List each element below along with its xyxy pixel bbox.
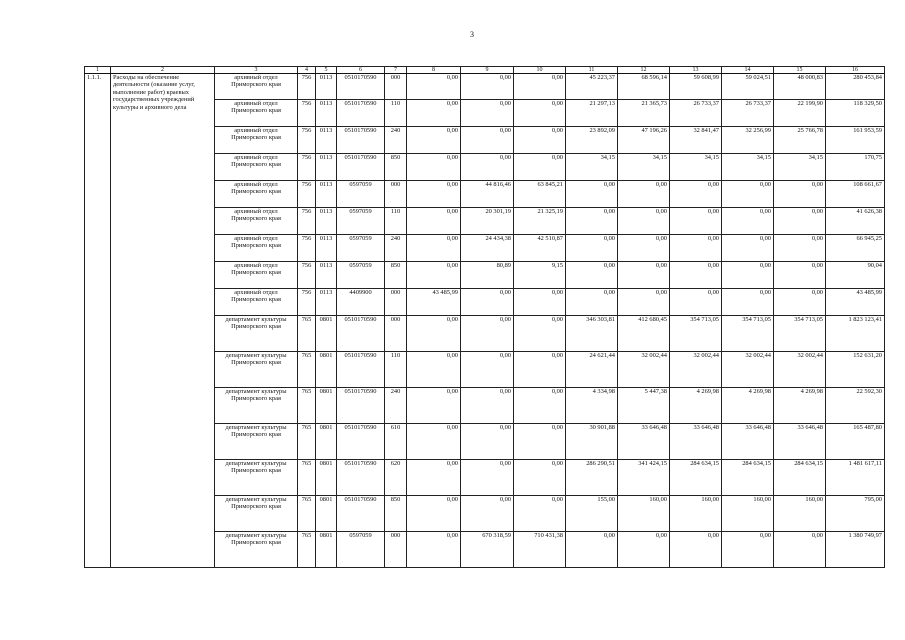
column-header: 4 xyxy=(298,67,316,74)
code-cell: 0510170590 xyxy=(337,388,385,424)
amount-cell: 4 334,98 xyxy=(566,388,618,424)
amount-cell: 354 713,05 xyxy=(722,316,774,352)
code-cell: 240 xyxy=(385,388,407,424)
column-header: 7 xyxy=(385,67,407,74)
column-header: 11 xyxy=(566,67,618,74)
amount-cell: 0,00 xyxy=(407,181,461,208)
amount-cell: 0,00 xyxy=(461,316,514,352)
organization-cell: департамент культуры Приморского края xyxy=(215,532,298,568)
amount-cell: 63 845,21 xyxy=(514,181,566,208)
amount-cell: 1 481 617,11 xyxy=(826,460,885,496)
code-cell: 0597059 xyxy=(337,235,385,262)
code-cell: 0597059 xyxy=(337,262,385,289)
amount-cell: 22 199,90 xyxy=(774,100,826,127)
code-cell: 0113 xyxy=(316,127,337,154)
section-description: Расходы на обеспечение деятельности (оказание услуг, выполнение работ) краевых государственных учреждений культуры и архивного дела xyxy=(111,74,215,568)
code-cell: 4409900 xyxy=(337,289,385,316)
code-cell: 0113 xyxy=(316,154,337,181)
amount-cell: 0,00 xyxy=(407,127,461,154)
amount-cell: 0,00 xyxy=(514,154,566,181)
amount-cell: 0,00 xyxy=(514,74,566,100)
code-cell: 0597059 xyxy=(337,208,385,235)
amount-cell: 0,00 xyxy=(407,100,461,127)
amount-cell: 0,00 xyxy=(407,388,461,424)
amount-cell: 32 002,44 xyxy=(618,352,670,388)
amount-cell: 0,00 xyxy=(566,289,618,316)
amount-cell: 170,75 xyxy=(826,154,885,181)
code-cell: 000 xyxy=(385,289,407,316)
amount-cell: 346 303,81 xyxy=(566,316,618,352)
code-cell: 756 xyxy=(298,74,316,100)
code-cell: 756 xyxy=(298,208,316,235)
code-cell: 0801 xyxy=(316,316,337,352)
amount-cell: 0,00 xyxy=(407,74,461,100)
code-cell: 0113 xyxy=(316,289,337,316)
code-cell: 756 xyxy=(298,127,316,154)
column-header: 3 xyxy=(215,67,298,74)
organization-cell: департамент культуры Приморского края xyxy=(215,316,298,352)
amount-cell: 0,00 xyxy=(722,235,774,262)
column-header: 13 xyxy=(670,67,722,74)
code-cell: 756 xyxy=(298,262,316,289)
amount-cell: 4 269,98 xyxy=(722,388,774,424)
amount-cell: 0,00 xyxy=(407,316,461,352)
amount-cell: 5 447,38 xyxy=(618,388,670,424)
amount-cell: 710 431,38 xyxy=(514,532,566,568)
column-header: 1 xyxy=(85,67,111,74)
amount-cell: 0,00 xyxy=(722,181,774,208)
table-row xyxy=(85,74,885,100)
code-cell: 0510170590 xyxy=(337,100,385,127)
amount-cell: 118 329,50 xyxy=(826,100,885,127)
amount-cell: 66 945,25 xyxy=(826,235,885,262)
code-cell: 000 xyxy=(385,316,407,352)
amount-cell: 0,00 xyxy=(407,208,461,235)
amount-cell: 0,00 xyxy=(566,208,618,235)
amount-cell: 34,15 xyxy=(774,154,826,181)
amount-cell: 4 269,98 xyxy=(670,388,722,424)
amount-cell: 90,04 xyxy=(826,262,885,289)
code-cell: 0801 xyxy=(316,388,337,424)
amount-cell: 42 510,87 xyxy=(514,235,566,262)
column-header: 8 xyxy=(407,67,461,74)
code-cell: 850 xyxy=(385,496,407,532)
code-cell: 765 xyxy=(298,424,316,460)
amount-cell: 0,00 xyxy=(461,289,514,316)
amount-cell: 34,15 xyxy=(722,154,774,181)
code-cell: 765 xyxy=(298,316,316,352)
amount-cell: 0,00 xyxy=(670,289,722,316)
amount-cell: 0,00 xyxy=(722,532,774,568)
organization-cell: департамент культуры Приморского края xyxy=(215,388,298,424)
amount-cell: 0,00 xyxy=(774,532,826,568)
code-cell: 0510170590 xyxy=(337,460,385,496)
table-body xyxy=(85,67,885,568)
amount-cell: 41 626,38 xyxy=(826,208,885,235)
code-cell: 0113 xyxy=(316,262,337,289)
amount-cell: 0,00 xyxy=(670,235,722,262)
code-cell: 0801 xyxy=(316,532,337,568)
code-cell: 765 xyxy=(298,496,316,532)
code-cell: 756 xyxy=(298,289,316,316)
column-header: 12 xyxy=(618,67,670,74)
amount-cell: 25 766,78 xyxy=(774,127,826,154)
organization-cell: архивный отдел Приморского края xyxy=(215,100,298,127)
amount-cell: 0,00 xyxy=(514,316,566,352)
amount-cell: 0,00 xyxy=(461,127,514,154)
code-cell: 850 xyxy=(385,154,407,181)
amount-cell: 0,00 xyxy=(514,460,566,496)
code-cell: 0113 xyxy=(316,100,337,127)
organization-cell: архивный отдел Приморского края xyxy=(215,154,298,181)
code-cell: 756 xyxy=(298,100,316,127)
amount-cell: 0,00 xyxy=(407,154,461,181)
amount-cell: 26 733,37 xyxy=(670,100,722,127)
amount-cell: 160,00 xyxy=(722,496,774,532)
amount-cell: 160,00 xyxy=(774,496,826,532)
organization-cell: архивный отдел Приморского края xyxy=(215,289,298,316)
amount-cell: 0,00 xyxy=(618,289,670,316)
amount-cell: 0,00 xyxy=(774,208,826,235)
amount-cell: 32 256,99 xyxy=(722,127,774,154)
amount-cell: 0,00 xyxy=(407,496,461,532)
amount-cell: 0,00 xyxy=(461,460,514,496)
amount-cell: 21 325,19 xyxy=(514,208,566,235)
page-number: 3 xyxy=(470,30,474,39)
amount-cell: 43 485,99 xyxy=(826,289,885,316)
code-cell: 110 xyxy=(385,352,407,388)
amount-cell: 0,00 xyxy=(514,388,566,424)
amount-cell: 284 634,15 xyxy=(774,460,826,496)
code-cell: 0801 xyxy=(316,496,337,532)
amount-cell: 161 953,59 xyxy=(826,127,885,154)
code-cell: 110 xyxy=(385,100,407,127)
amount-cell: 44 816,46 xyxy=(461,181,514,208)
amount-cell: 0,00 xyxy=(514,127,566,154)
amount-cell: 24 621,44 xyxy=(566,352,618,388)
code-cell: 0510170590 xyxy=(337,424,385,460)
amount-cell: 0,00 xyxy=(514,496,566,532)
code-cell: 0801 xyxy=(316,424,337,460)
column-header: 16 xyxy=(826,67,885,74)
amount-cell: 354 713,05 xyxy=(670,316,722,352)
code-cell: 756 xyxy=(298,154,316,181)
code-cell: 0510170590 xyxy=(337,316,385,352)
amount-cell: 0,00 xyxy=(407,352,461,388)
code-cell: 0113 xyxy=(316,181,337,208)
code-cell: 110 xyxy=(385,208,407,235)
amount-cell: 0,00 xyxy=(461,424,514,460)
amount-cell: 33 646,48 xyxy=(722,424,774,460)
header-row xyxy=(85,67,885,74)
amount-cell: 80,89 xyxy=(461,262,514,289)
amount-cell: 20 301,19 xyxy=(461,208,514,235)
position-number: 1.1.1. xyxy=(85,74,111,568)
amount-cell: 160,00 xyxy=(670,496,722,532)
amount-cell: 34,15 xyxy=(566,154,618,181)
code-cell: 765 xyxy=(298,388,316,424)
amount-cell: 286 290,51 xyxy=(566,460,618,496)
amount-cell: 33 646,48 xyxy=(670,424,722,460)
amount-cell: 26 733,37 xyxy=(722,100,774,127)
amount-cell: 0,00 xyxy=(722,289,774,316)
code-cell: 765 xyxy=(298,460,316,496)
amount-cell: 0,00 xyxy=(461,496,514,532)
amount-cell: 0,00 xyxy=(407,532,461,568)
organization-cell: архивный отдел Приморского края xyxy=(215,235,298,262)
amount-cell: 165 487,80 xyxy=(826,424,885,460)
organization-cell: архивный отдел Приморского края xyxy=(215,127,298,154)
amount-cell: 43 485,99 xyxy=(407,289,461,316)
organization-cell: департамент культуры Приморского края xyxy=(215,460,298,496)
column-header: 15 xyxy=(774,67,826,74)
amount-cell: 47 196,26 xyxy=(618,127,670,154)
amount-cell: 34,15 xyxy=(618,154,670,181)
column-header: 10 xyxy=(514,67,566,74)
amount-cell: 59 024,51 xyxy=(722,74,774,100)
amount-cell: 0,00 xyxy=(514,100,566,127)
column-header: 14 xyxy=(722,67,774,74)
amount-cell: 33 646,48 xyxy=(618,424,670,460)
budget-table xyxy=(84,66,885,568)
amount-cell: 0,00 xyxy=(670,262,722,289)
organization-cell: департамент культуры Приморского края xyxy=(215,496,298,532)
amount-cell: 45 223,37 xyxy=(566,74,618,100)
amount-cell: 0,00 xyxy=(618,262,670,289)
amount-cell: 0,00 xyxy=(618,181,670,208)
code-cell: 0597059 xyxy=(337,532,385,568)
amount-cell: 32 841,47 xyxy=(670,127,722,154)
amount-cell: 21 297,13 xyxy=(566,100,618,127)
amount-cell: 68 596,14 xyxy=(618,74,670,100)
amount-cell: 4 269,98 xyxy=(774,388,826,424)
amount-cell: 0,00 xyxy=(461,388,514,424)
amount-cell: 30 901,88 xyxy=(566,424,618,460)
code-cell: 000 xyxy=(385,181,407,208)
amount-cell: 0,00 xyxy=(514,424,566,460)
code-cell: 765 xyxy=(298,352,316,388)
amount-cell: 1 380 749,97 xyxy=(826,532,885,568)
code-cell: 850 xyxy=(385,262,407,289)
amount-cell: 0,00 xyxy=(774,181,826,208)
column-header: 2 xyxy=(111,67,215,74)
amount-cell: 34,15 xyxy=(670,154,722,181)
code-cell: 756 xyxy=(298,235,316,262)
column-header: 5 xyxy=(316,67,337,74)
code-cell: 756 xyxy=(298,181,316,208)
amount-cell: 0,00 xyxy=(514,352,566,388)
amount-cell: 0,00 xyxy=(670,532,722,568)
organization-cell: департамент культуры Приморского края xyxy=(215,424,298,460)
column-header: 6 xyxy=(337,67,385,74)
code-cell: 620 xyxy=(385,460,407,496)
organization-cell: архивный отдел Приморского края xyxy=(215,262,298,289)
amount-cell: 23 892,09 xyxy=(566,127,618,154)
amount-cell: 21 365,73 xyxy=(618,100,670,127)
amount-cell: 341 424,15 xyxy=(618,460,670,496)
column-header: 9 xyxy=(461,67,514,74)
amount-cell: 24 434,38 xyxy=(461,235,514,262)
organization-cell: департамент культуры Приморского края xyxy=(215,352,298,388)
code-cell: 240 xyxy=(385,127,407,154)
amount-cell: 0,00 xyxy=(407,460,461,496)
amount-cell: 48 000,83 xyxy=(774,74,826,100)
amount-cell: 0,00 xyxy=(774,235,826,262)
amount-cell: 670 318,59 xyxy=(461,532,514,568)
amount-cell: 0,00 xyxy=(774,262,826,289)
code-cell: 000 xyxy=(385,532,407,568)
amount-cell: 0,00 xyxy=(407,424,461,460)
organization-cell: архивный отдел Приморского края xyxy=(215,181,298,208)
amount-cell: 155,00 xyxy=(566,496,618,532)
amount-cell: 0,00 xyxy=(670,208,722,235)
amount-cell: 0,00 xyxy=(407,262,461,289)
amount-cell: 0,00 xyxy=(566,235,618,262)
amount-cell: 0,00 xyxy=(722,208,774,235)
amount-cell: 59 608,99 xyxy=(670,74,722,100)
amount-cell: 0,00 xyxy=(566,181,618,208)
code-cell: 000 xyxy=(385,74,407,100)
code-cell: 0113 xyxy=(316,235,337,262)
code-cell: 0510170590 xyxy=(337,127,385,154)
code-cell: 0801 xyxy=(316,352,337,388)
amount-cell: 0,00 xyxy=(670,181,722,208)
amount-cell: 9,15 xyxy=(514,262,566,289)
amount-cell: 0,00 xyxy=(461,74,514,100)
code-cell: 0113 xyxy=(316,74,337,100)
amount-cell: 0,00 xyxy=(722,262,774,289)
code-cell: 765 xyxy=(298,532,316,568)
amount-cell: 0,00 xyxy=(566,262,618,289)
amount-cell: 0,00 xyxy=(618,532,670,568)
amount-cell: 280 453,84 xyxy=(826,74,885,100)
amount-cell: 0,00 xyxy=(618,235,670,262)
code-cell: 0597059 xyxy=(337,181,385,208)
amount-cell: 795,00 xyxy=(826,496,885,532)
organization-cell: архивный отдел Приморского края xyxy=(215,74,298,100)
amount-cell: 152 631,20 xyxy=(826,352,885,388)
code-cell: 0510170590 xyxy=(337,496,385,532)
code-cell: 0510170590 xyxy=(337,74,385,100)
code-cell: 0510170590 xyxy=(337,352,385,388)
amount-cell: 0,00 xyxy=(407,235,461,262)
amount-cell: 33 646,48 xyxy=(774,424,826,460)
amount-cell: 32 002,44 xyxy=(722,352,774,388)
amount-cell: 0,00 xyxy=(461,100,514,127)
amount-cell: 108 661,67 xyxy=(826,181,885,208)
amount-cell: 412 680,45 xyxy=(618,316,670,352)
code-cell: 0801 xyxy=(316,460,337,496)
organization-cell: архивный отдел Приморского края xyxy=(215,208,298,235)
amount-cell: 284 634,15 xyxy=(722,460,774,496)
amount-cell: 1 823 123,41 xyxy=(826,316,885,352)
amount-cell: 0,00 xyxy=(514,289,566,316)
code-cell: 610 xyxy=(385,424,407,460)
code-cell: 0113 xyxy=(316,208,337,235)
amount-cell: 32 002,44 xyxy=(670,352,722,388)
amount-cell: 32 002,44 xyxy=(774,352,826,388)
code-cell: 0510170590 xyxy=(337,154,385,181)
amount-cell: 0,00 xyxy=(566,532,618,568)
amount-cell: 0,00 xyxy=(461,154,514,181)
amount-cell: 284 634,15 xyxy=(670,460,722,496)
amount-cell: 0,00 xyxy=(774,289,826,316)
amount-cell: 0,00 xyxy=(618,208,670,235)
code-cell: 240 xyxy=(385,235,407,262)
amount-cell: 22 592,30 xyxy=(826,388,885,424)
amount-cell: 160,00 xyxy=(618,496,670,532)
amount-cell: 0,00 xyxy=(461,352,514,388)
amount-cell: 354 713,05 xyxy=(774,316,826,352)
